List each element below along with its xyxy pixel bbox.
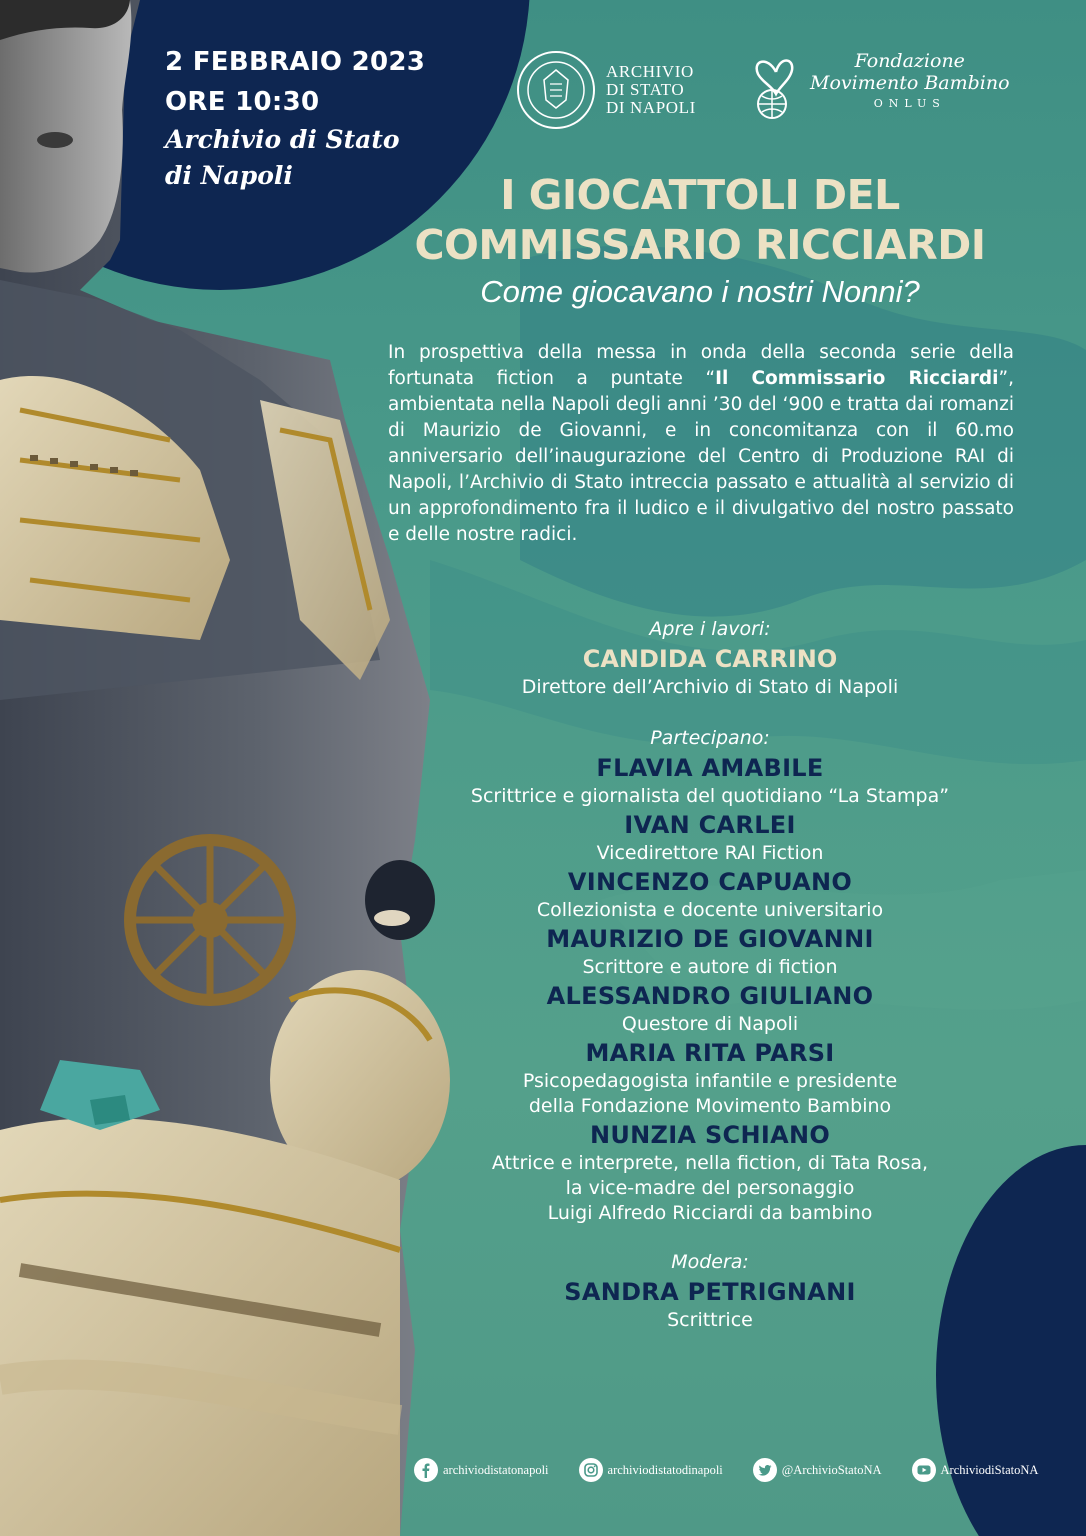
moderator-label: Modera: (671, 1251, 749, 1273)
intro-text-before: In prospettiva della messa in onda della seconda serie della fortunata fiction a puntate “ (388, 342, 1014, 389)
speaker-item (430, 1037, 990, 1119)
heart-globe-icon (748, 50, 806, 122)
event-date: 2 FEBBRAIO 2023 (165, 47, 426, 77)
fondazione-logo (748, 50, 1010, 122)
moderator-role: Scrittrice (667, 1309, 753, 1331)
intro-text-after: ”, ambientata nella Napoli degli anni ’30 del ‘900 e tratta dai romanzi di Maurizio de Giovanni, e in concomitanza con il 60.mo anniversario dell’inaugurazione del Centro di Produzione RAI di Napoli, l’Archivio di Stato intreccia passato e attualità al servizio di un approfondimento fra il ludico e il divulgativo del nostro passato e delle nostre radici. (388, 368, 1014, 545)
social-youtube[interactable] (912, 1458, 1039, 1482)
fondazione-onlus: ONLUS (873, 97, 946, 110)
youtube-handle: ArchiviodiStatoNA (940, 1462, 1039, 1477)
participants-label: Partecipano: (650, 727, 770, 749)
intro-paragraph (388, 340, 1014, 548)
intro-highlight: Il Commissario Ricciardi (715, 368, 999, 389)
twitter-icon (753, 1458, 777, 1482)
title-line1: I GIOCATTOLI DEL (500, 171, 900, 219)
twitter-handle: @ArchivioStatoNA (781, 1462, 882, 1477)
facebook-handle: archiviodistatonapoli (443, 1462, 549, 1477)
speaker-role: Collezionista e docente universitario (536, 899, 884, 921)
speaker-role: Vicedirettore RAI Fiction (596, 842, 824, 864)
speaker-item (430, 809, 990, 866)
speaker-item (430, 980, 990, 1037)
archivio-seal-icon (516, 50, 596, 130)
speaker-role: Luigi Alfredo Ricciardi da bambino (547, 1202, 873, 1224)
instagram-handle: archiviodistatodinapoli (607, 1462, 723, 1477)
moderator-name: SANDRA PETRIGNANI (564, 1278, 856, 1306)
speaker-item (430, 1119, 990, 1226)
opening-label: Apre i lavori: (649, 618, 771, 640)
event-place-line2: di Napoli (165, 161, 293, 190)
speaker-role: Scrittrice e giornalista del quotidiano “La Stampa” (470, 785, 950, 807)
speaker-name: MAURIZIO DE GIOVANNI (546, 925, 874, 953)
speaker-role: la vice-madre del personaggio (565, 1177, 855, 1199)
subtitle: Come giocavano i nostri Nonni? (480, 274, 920, 309)
fondazione-line1: Fondazione (854, 50, 965, 72)
speaker-name: MARIA RITA PARSI (585, 1039, 835, 1067)
speaker-role: Attrice e interprete, nella fiction, di Tata Rosa, (491, 1152, 929, 1174)
speaker-name: VINCENZO CAPUANO (567, 868, 853, 896)
speaker-item (430, 752, 990, 809)
youtube-icon (912, 1458, 936, 1482)
speaker-name: FLAVIA AMABILE (596, 754, 824, 782)
speaker-name: ALESSANDRO GIULIANO (546, 982, 874, 1010)
social-instagram[interactable] (579, 1458, 723, 1482)
facebook-icon (414, 1458, 438, 1482)
opening-name: CANDIDA CARRINO (582, 645, 838, 673)
speaker-name: NUNZIA SCHIANO (589, 1121, 831, 1149)
archivio-line3: DI NAPOLI (606, 98, 696, 117)
opening-role: Direttore dell’Archivio di Stato di Napoli (521, 676, 899, 698)
speaker-role: Scrittore e autore di fiction (582, 956, 838, 978)
program (430, 615, 990, 1333)
fondazione-line2: Movimento Bambino (810, 72, 1010, 94)
headline (380, 170, 1020, 310)
archivio-line1: ARCHIVIO (606, 62, 694, 81)
social-links (414, 1458, 1068, 1482)
event-place-line1: Archivio di Stato (165, 125, 400, 154)
archivio-line2: DI STATO (606, 80, 685, 99)
instagram-icon (579, 1458, 603, 1482)
social-facebook[interactable] (414, 1458, 549, 1482)
event-time: ORE 10:30 (165, 87, 320, 117)
speaker-role: della Fondazione Movimento Bambino (528, 1095, 892, 1117)
speaker-role: Psicopedagogista infantile e presidente (522, 1070, 898, 1092)
speaker-item (430, 923, 990, 980)
speaker-item (430, 866, 990, 923)
speaker-name: IVAN CARLEI (624, 811, 796, 839)
social-twitter[interactable] (753, 1458, 882, 1482)
archivio-logo (516, 50, 696, 130)
speaker-role: Questore di Napoli (621, 1013, 799, 1035)
title-line2: COMMISSARIO RICCIARDI (414, 221, 986, 269)
